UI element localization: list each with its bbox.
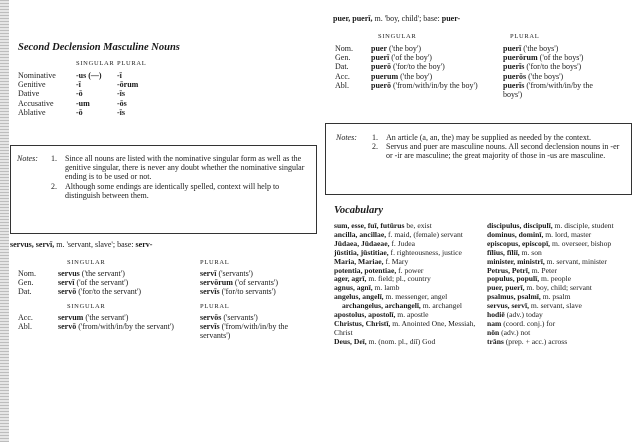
vocab-word: fīlius, fīliī, [487, 247, 520, 257]
paradigm-row [335, 44, 613, 53]
form-gloss: ('for/to the boys') [526, 62, 582, 72]
vocab-word: angelus, angelī, [334, 292, 384, 302]
case-label: Gen. [335, 53, 351, 63]
case-label: Ablative [18, 107, 46, 117]
servus-plural-header: PLURAL [200, 259, 230, 266]
vocab-definition: m. servant, minister [544, 256, 607, 266]
vocab-definition: m. psalm [540, 292, 571, 302]
singular-form [58, 313, 200, 322]
note-number: 2. [51, 181, 57, 191]
paradigm-row [18, 269, 278, 278]
singular-form [58, 287, 200, 296]
vocab-definition: m. overseer, bishop [550, 238, 612, 248]
form-word: puerō [371, 80, 391, 90]
form-word: puerī [371, 53, 390, 63]
vocab-word: minister, ministrī, [487, 256, 545, 266]
case-label: Nom. [335, 44, 353, 53]
vocabulary-column-right [487, 222, 633, 347]
vocab-definition: m. lord, master [543, 229, 592, 239]
case-label: Nom. [18, 269, 36, 278]
vocab-word: Maria, Mariae, [334, 256, 384, 266]
paradigm-row [18, 313, 310, 322]
vocab-word: ancilla, ancillae, [334, 229, 387, 239]
vocab-word: apostolus, apostolī, [334, 310, 396, 320]
plural-form [503, 72, 613, 81]
vocab-word: jūstitia, jūstitiae, [334, 247, 389, 257]
vocab-word: archangelus, archangelī, [342, 301, 421, 311]
servus-table-top [18, 269, 278, 297]
note-item [372, 142, 622, 160]
vocab-definition: m. boy, child; servant [524, 283, 592, 293]
notes-list-right [372, 133, 622, 161]
servus-singular-header-2: SINGULAR [67, 303, 106, 310]
form-gloss: ('from/with/in/by the servant') [78, 322, 174, 332]
paradigm-row [18, 278, 278, 287]
vocab-word: dominus, dominī, [487, 229, 544, 239]
plural-form [200, 269, 278, 278]
vocabulary-title: Vocabulary [334, 205, 384, 216]
puer-table [335, 44, 613, 99]
plural-ending: -īs [117, 89, 125, 99]
servus-headword: servus, servī, m. 'servant, slave'; base: serv- [10, 240, 153, 249]
note-item [51, 182, 306, 200]
singular-ending: -um [76, 98, 90, 108]
form-word: servus [58, 269, 80, 278]
endings-table [18, 71, 138, 117]
form-word: puerōs [503, 71, 527, 81]
form-gloss: ('of the boys') [539, 53, 584, 63]
form-word: servīs [200, 322, 220, 332]
vocab-word: hodiē [487, 310, 505, 320]
servus-table-bottom [18, 313, 310, 341]
form-word: servī [200, 269, 217, 278]
form-gloss: ('the boys') [523, 44, 559, 53]
page-edge-shading [0, 0, 9, 442]
form-gloss: ('from/with/in/by the boys') [503, 80, 593, 100]
vocab-word: nam [487, 318, 502, 328]
singular-form [371, 44, 503, 53]
form-word: servō [58, 287, 77, 297]
endings-plural-header: PLURAL [117, 60, 147, 67]
note-text: Although some endings are identically spelled, context will help to distinguish between them. [65, 181, 280, 200]
endings-row [18, 108, 138, 117]
case-label: Acc. [335, 71, 350, 81]
form-gloss: ('servants') [223, 313, 258, 322]
form-gloss: ('servants') [218, 269, 253, 278]
vocab-word: nōn [487, 327, 500, 337]
servus-singular-header: SINGULAR [67, 259, 106, 266]
singular-form [58, 278, 200, 287]
note-number: 1. [51, 154, 57, 163]
form-word: puerīs [503, 62, 525, 72]
form-gloss: ('of the servant') [76, 278, 129, 288]
form-word: servī [58, 278, 75, 288]
form-word: servōs [200, 313, 222, 322]
vocab-word: Deus, Deī, [334, 336, 367, 346]
form-gloss: ('the servant') [85, 313, 129, 322]
note-item [372, 133, 622, 142]
endings-row [18, 71, 138, 80]
notes-label-right: Notes: [336, 133, 357, 142]
notes-list [51, 154, 306, 200]
paradigm-row [335, 72, 613, 81]
notes-label: Notes: [17, 154, 38, 163]
vocab-definition: be, exist [404, 221, 432, 230]
notes-box-left [10, 145, 317, 234]
note-text: Servus and puer are masculine nouns. All second declension nouns in -er or -ir are masculine; the great majority of those in -us are masculine. [386, 142, 620, 161]
plural-form [200, 287, 278, 296]
endings-row [18, 89, 138, 98]
form-gloss: ('for/to servants') [221, 287, 276, 297]
vocab-word: episcopus, episcopī, [487, 238, 551, 248]
vocab-word: agnus, agnī, [334, 283, 373, 293]
form-gloss: ('the servant') [81, 269, 125, 278]
case-label: Abl. [18, 322, 32, 332]
plural-form [503, 62, 613, 71]
vocabulary-column-left [334, 222, 480, 347]
singular-ending: -ō [76, 107, 83, 117]
form-word: puer [371, 44, 387, 53]
puer-headword: puer, puerī, m. 'boy, child'; base: puer- [333, 14, 461, 23]
singular-form [371, 81, 503, 99]
singular-ending: -ō [76, 89, 83, 99]
form-word: servōrum [200, 278, 233, 288]
plural-form [503, 44, 613, 53]
case-label: Dative [18, 89, 40, 99]
form-word: puerō [371, 62, 391, 72]
note-text: An article (a, an, the) may be supplied as needed by the context. [386, 133, 592, 142]
case-label: Acc. [18, 313, 33, 322]
case-label: Nominative [18, 71, 56, 80]
vocab-definition: m. field; pl., country [366, 274, 431, 284]
note-number: 2. [372, 142, 378, 152]
note-item [51, 154, 306, 182]
vocab-definition: m. apostle [395, 310, 429, 320]
vocab-definition: m. lamb [372, 283, 400, 293]
case-label: Accusative [18, 98, 54, 108]
form-gloss: ('of the boy') [391, 53, 432, 63]
vocab-word: servus, servī, [487, 301, 529, 311]
vocab-definition: f. maid, (female) servant [386, 229, 463, 239]
singular-ending: -ī [76, 80, 81, 90]
vocab-word: trāns [487, 336, 504, 346]
vocab-definition: m. Peter [529, 265, 558, 275]
case-label: Abl. [335, 80, 349, 90]
form-gloss: ('the boy') [389, 44, 421, 53]
servus-plural-header-2: PLURAL [200, 303, 230, 310]
form-gloss: ('from/with/in/by the boy') [393, 80, 478, 90]
puer-singular-header: SINGULAR [378, 33, 417, 40]
vocab-definition: m. archangel [420, 301, 462, 311]
form-word: puerōrum [503, 53, 538, 63]
case-label: Dat. [335, 62, 349, 72]
notes-box-right [325, 123, 632, 195]
singular-form [58, 269, 200, 278]
plural-ending: -ōrum [117, 80, 139, 90]
plural-form [503, 53, 613, 62]
plural-form [503, 81, 613, 99]
puer-plural-header: PLURAL [510, 33, 540, 40]
vocab-definition: m. disciple, student [552, 221, 614, 230]
vocab-entry [334, 338, 480, 347]
form-word: servum [58, 313, 84, 322]
form-gloss: ('from/with/in/by the servants') [200, 322, 289, 341]
vocab-definition: m. Anointed One, Messiah, Christ [334, 318, 476, 337]
endings-singular-header: SINGULAR [76, 60, 115, 67]
singular-form [371, 53, 503, 62]
paradigm-row [18, 287, 278, 296]
vocab-word: populus, populī, [487, 274, 540, 284]
vocab-definition: m. servant, slave [528, 301, 582, 311]
vocab-definition: (adv.) not [499, 327, 531, 337]
form-word: puerum [371, 71, 399, 81]
vocab-word: discipulus, discipulī, [487, 221, 553, 230]
singular-ending: -us (—) [76, 71, 102, 80]
case-label: Gen. [18, 278, 34, 288]
form-word: puerī [503, 44, 522, 53]
paradigm-row [335, 62, 613, 71]
singular-form [371, 62, 503, 71]
vocab-definition: f. Judea [389, 238, 415, 248]
vocab-word: Jūdaea, Jūdaeae, [334, 238, 390, 248]
vocab-entry [487, 338, 633, 347]
case-label: Genitive [18, 80, 46, 90]
plural-form [200, 322, 310, 340]
form-gloss: ('for/to the servant') [78, 287, 142, 297]
vocab-definition: m. son [519, 247, 542, 257]
singular-form [58, 322, 200, 340]
note-number: 1. [372, 133, 378, 142]
vocab-definition: (adv.) today [504, 310, 543, 320]
form-gloss: ('the boy') [400, 71, 433, 81]
vocab-entry [334, 320, 480, 338]
form-gloss: ('for/to the boy') [393, 62, 445, 72]
vocab-word: Christus, Christī, [334, 318, 391, 328]
paradigm-row [335, 81, 613, 99]
form-word: servīs [200, 287, 220, 297]
vocab-word: potentia, potentiae, [334, 265, 397, 275]
vocab-definition: f. power [396, 265, 424, 275]
form-gloss: ('of servants') [234, 278, 278, 288]
vocab-definition: f. Mary [383, 256, 409, 266]
vocab-definition: m. (nom. pl., diī) God [366, 336, 436, 346]
vocab-word: ager, agrī, [334, 274, 367, 284]
vocab-definition: (coord. conj.) for [501, 318, 556, 328]
singular-form [371, 72, 503, 81]
paradigm-row [335, 53, 613, 62]
vocab-definition: f. righteousness, justice [388, 247, 462, 257]
plural-ending: -ī [117, 71, 122, 80]
section-title: Second Declension Masculine Nouns [18, 42, 180, 53]
case-label: Dat. [18, 287, 32, 297]
vocab-definition: m. messenger, angel [383, 292, 448, 302]
endings-row [18, 80, 138, 89]
plural-ending: -īs [117, 107, 125, 117]
vocab-word: psalmus, psalmī, [487, 292, 541, 302]
vocab-definition: (prep. + acc.) across [503, 336, 568, 346]
vocab-word: sum, esse, fuī, futūrus [334, 221, 405, 230]
vocab-definition: m. people [539, 274, 571, 284]
plural-ending: -ōs [117, 98, 127, 108]
note-text: Since all nouns are listed with the nominative singular form as well as the genitive singular, there is never any doubt whether the nominative singular ending is to be used or not. [65, 154, 305, 182]
plural-form [200, 313, 310, 322]
plural-form [200, 278, 278, 287]
vocab-word: puer, puerī, [487, 283, 525, 293]
vocab-word: Petrus, Petrī, [487, 265, 530, 275]
paradigm-row [18, 322, 310, 340]
form-word: servō [58, 322, 77, 332]
form-word: puerīs [503, 80, 525, 90]
form-gloss: ('the boys') [528, 71, 564, 81]
endings-row [18, 99, 138, 108]
